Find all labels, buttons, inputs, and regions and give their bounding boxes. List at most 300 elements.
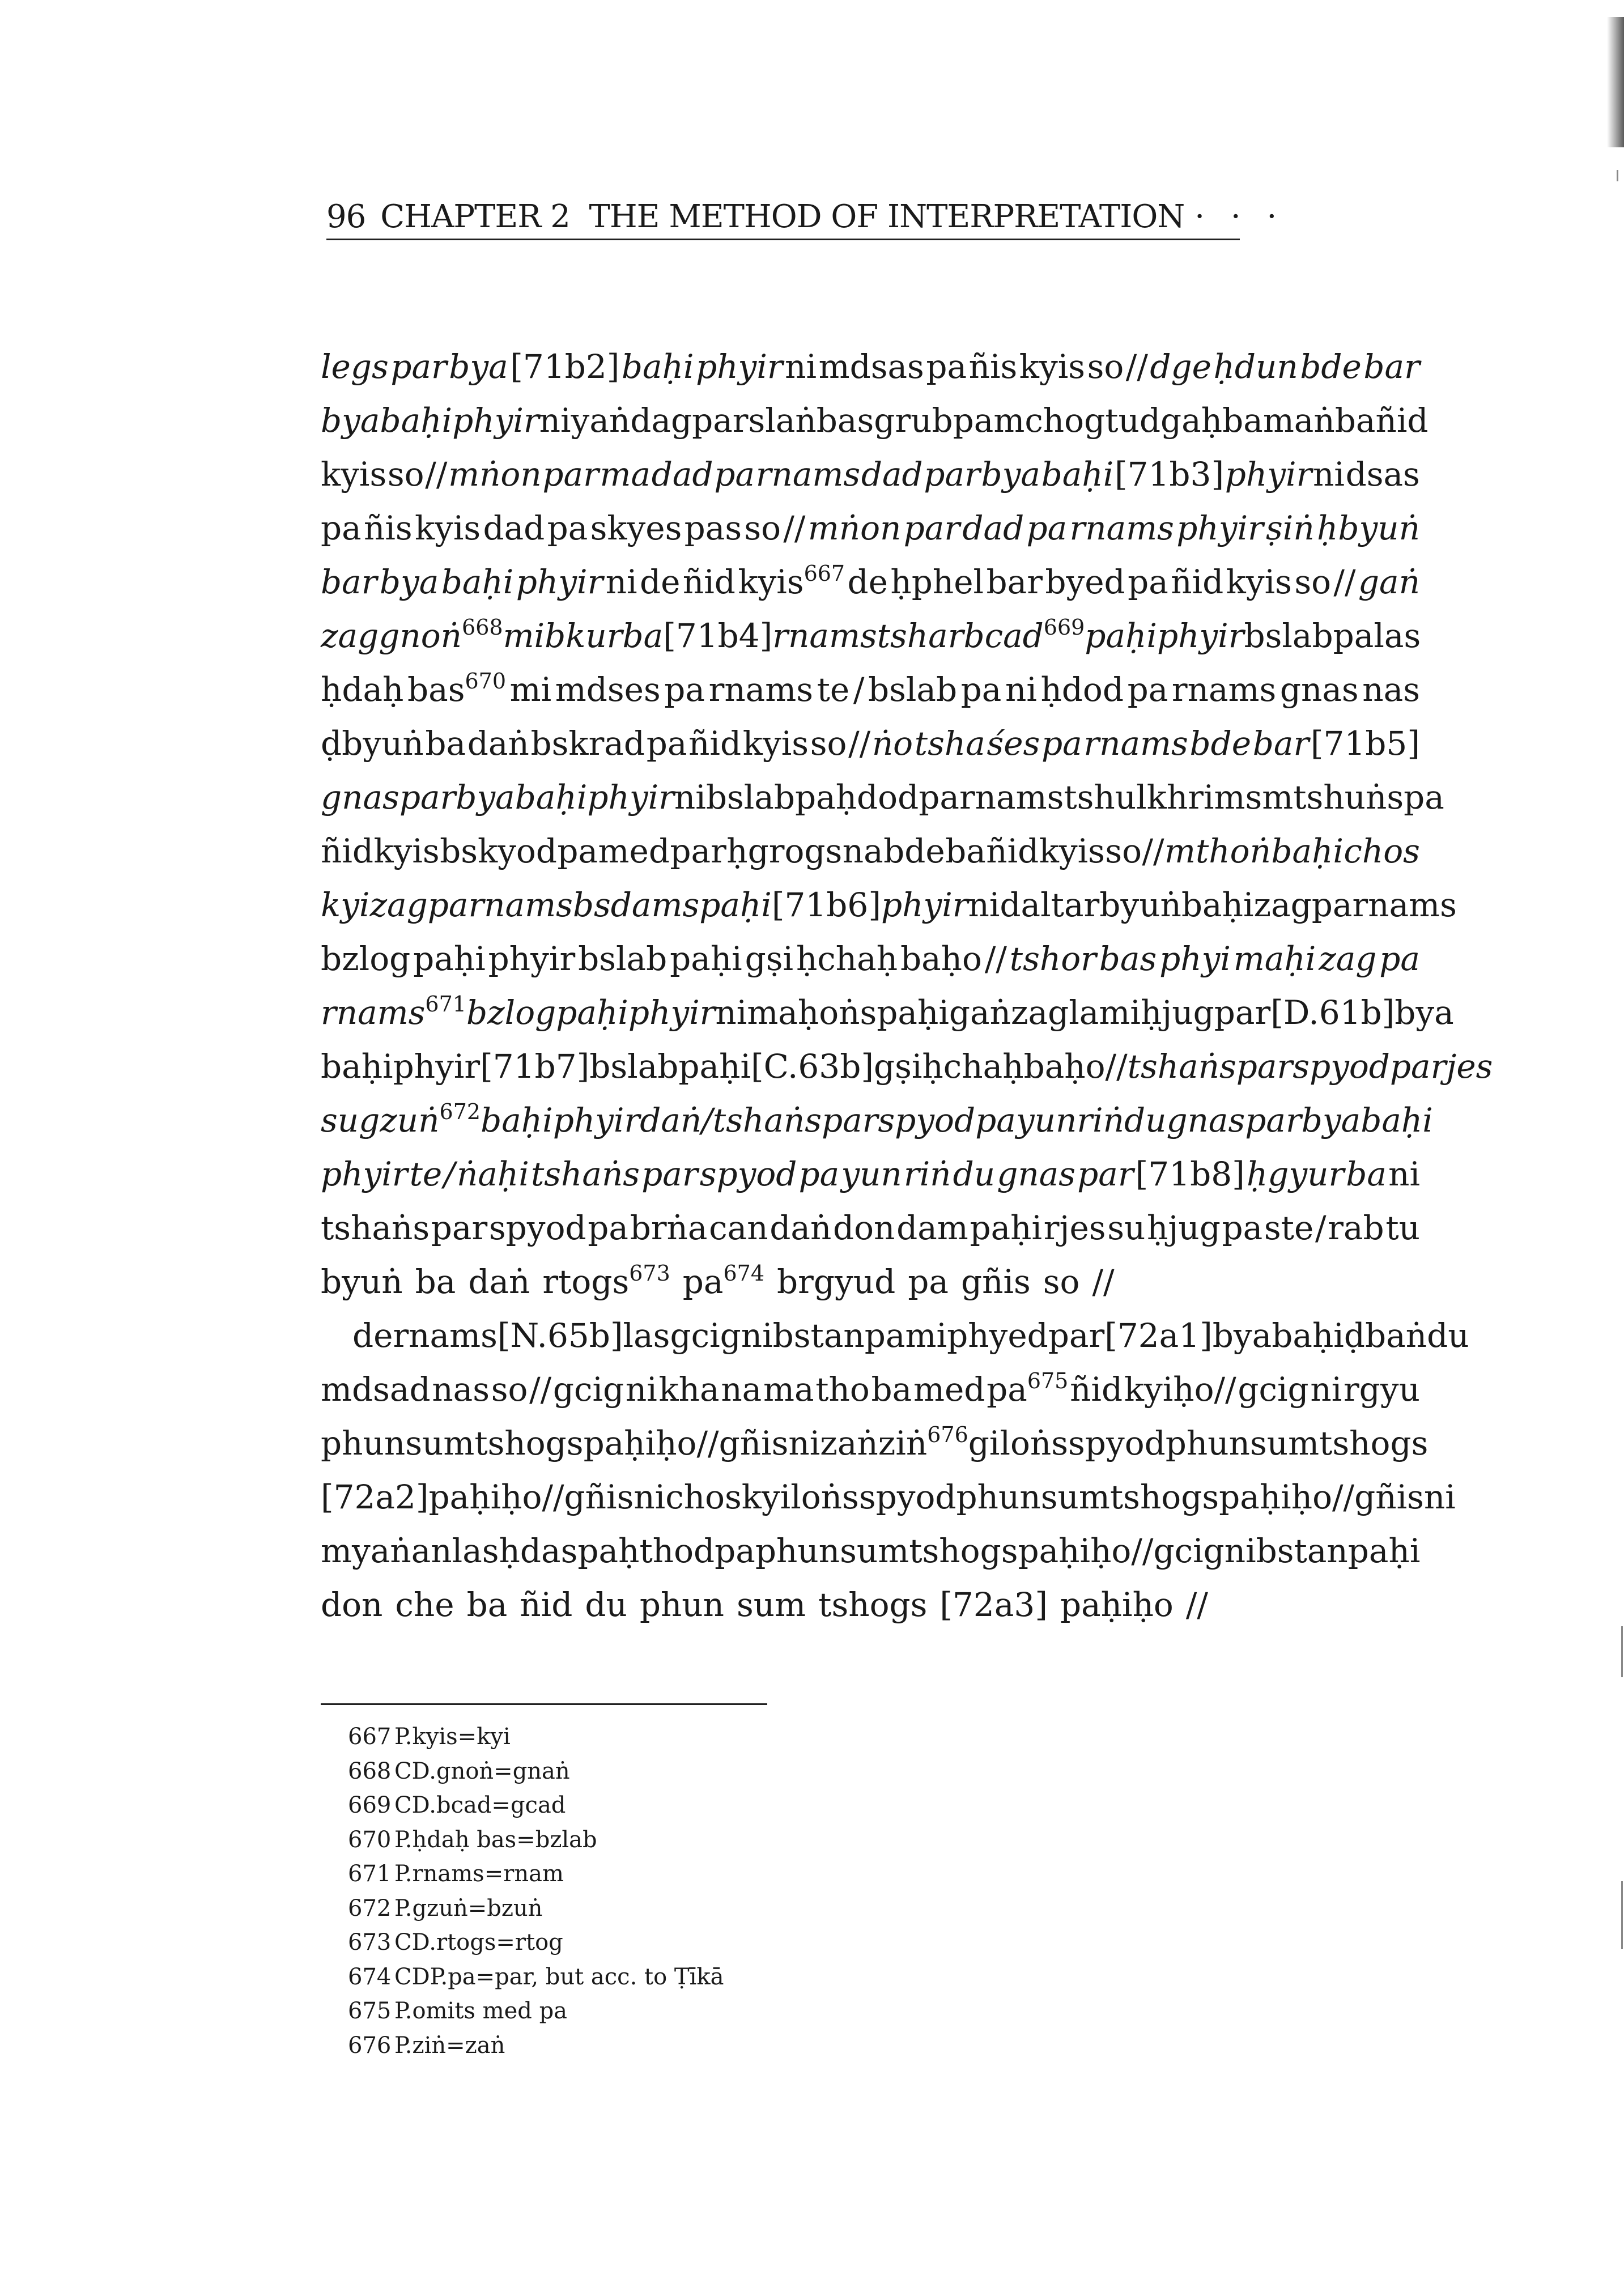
word: phyir xyxy=(881,886,968,924)
word: ñid xyxy=(986,832,1039,870)
footnote-number: 667 xyxy=(348,1724,392,1750)
word: par xyxy=(1245,1101,1302,1140)
word: spyod xyxy=(858,1478,956,1516)
text-line xyxy=(321,340,1420,394)
word: phyir xyxy=(516,563,603,601)
word: tshogs xyxy=(818,1585,928,1624)
word: du xyxy=(585,1585,627,1624)
word: zag xyxy=(1319,939,1377,978)
footnote xyxy=(348,1994,724,2029)
word: mi xyxy=(905,1316,947,1355)
word: rnams xyxy=(393,1316,498,1355)
word: zag xyxy=(321,616,379,655)
word: so xyxy=(387,455,424,494)
word: ḥjug xyxy=(1147,1209,1221,1247)
word: // xyxy=(783,509,806,547)
text-line xyxy=(321,1524,1420,1578)
text-line xyxy=(321,663,1420,717)
word: bya xyxy=(1395,993,1454,1032)
word: dad xyxy=(483,509,545,547)
word: sgrub xyxy=(857,401,953,440)
word: ḥdod xyxy=(1040,670,1124,709)
scan-edge-speck xyxy=(1617,170,1618,181)
word: ni xyxy=(1005,670,1037,709)
word: ḥdaḥ xyxy=(321,670,404,709)
word: mi xyxy=(1099,993,1141,1032)
word: pa xyxy=(798,1155,840,1193)
word: su xyxy=(1107,1209,1146,1247)
word: ḍbaṅ xyxy=(1344,1316,1427,1355)
word: bya xyxy=(456,778,515,817)
footnote-number: 676 xyxy=(348,2032,392,2059)
word: rnams xyxy=(1171,670,1277,709)
word: ba xyxy=(871,1370,912,1409)
word: paḥi xyxy=(699,886,772,924)
word: bar xyxy=(986,563,1043,601)
word: ñid xyxy=(520,1585,573,1624)
footnote-number: 673 xyxy=(348,1929,392,1955)
word: ñis xyxy=(968,347,1018,386)
word: // xyxy=(1125,347,1148,386)
word: de xyxy=(640,563,681,601)
word: tshar xyxy=(877,616,964,655)
footnote xyxy=(348,1754,724,1789)
word: bya xyxy=(321,401,380,440)
word: rnams xyxy=(959,778,1064,817)
word: rab xyxy=(1328,1209,1384,1247)
word: da xyxy=(1000,886,1041,924)
text-line xyxy=(321,1094,1433,1147)
word: [72a1] xyxy=(1104,1316,1213,1355)
word: spyod xyxy=(699,1155,797,1193)
word: bskyod xyxy=(440,832,557,870)
word: ḥjug xyxy=(1140,993,1214,1032)
word: kyis xyxy=(1019,347,1086,386)
word: gṣi xyxy=(873,1047,922,1086)
word: kyi xyxy=(741,1478,791,1516)
word: mtshuṅs xyxy=(1262,778,1404,817)
word: rnams xyxy=(755,455,861,494)
body-text xyxy=(321,340,1493,1632)
word: na xyxy=(721,1370,762,1409)
word: du xyxy=(1427,1316,1469,1355)
text-line xyxy=(321,1417,1429,1470)
word: bslab xyxy=(868,670,958,709)
word: paḥi xyxy=(1085,616,1157,655)
word: sum xyxy=(840,1532,909,1570)
word: // xyxy=(848,724,871,763)
running-head xyxy=(326,198,1285,240)
word: gnas xyxy=(1279,670,1359,709)
word: dam xyxy=(896,1209,968,1247)
text-line xyxy=(321,1309,1469,1363)
word: gcig xyxy=(670,1316,741,1355)
word: pa xyxy=(715,1532,755,1570)
word: so xyxy=(1043,1262,1080,1301)
word: ñis xyxy=(364,509,413,547)
footnote xyxy=(348,1960,724,1995)
word: legs xyxy=(321,347,389,386)
word: spyod xyxy=(1293,1047,1390,1086)
word: paḥi xyxy=(556,993,628,1032)
text-line xyxy=(321,771,1444,824)
word: mchog xyxy=(993,401,1106,440)
word: la xyxy=(1069,993,1099,1032)
word: ḥchaḥ xyxy=(796,939,898,978)
word: ste xyxy=(1264,1209,1314,1247)
word: ṅan xyxy=(390,1532,452,1570)
word: dad xyxy=(861,455,923,494)
footnote xyxy=(348,1857,724,1891)
text-line xyxy=(321,717,1420,771)
text-line xyxy=(321,932,1420,986)
word: par xyxy=(1214,993,1271,1032)
word: tshaṅs xyxy=(321,1209,430,1247)
word: bar xyxy=(1252,724,1310,763)
word: par xyxy=(821,1101,878,1140)
word: baḥi xyxy=(1041,455,1114,494)
word: kha xyxy=(658,1370,720,1409)
word: // xyxy=(1092,1262,1115,1301)
footnote-text: CDP.pa=par, but acc. to Ṭīkā xyxy=(394,1963,724,1990)
word: pa xyxy=(1026,509,1068,547)
word: skyes xyxy=(590,509,682,547)
word: paḥi xyxy=(413,939,486,978)
text-line xyxy=(321,986,1454,1040)
word: ni xyxy=(715,993,747,1032)
word: can xyxy=(709,1209,768,1247)
word: par xyxy=(542,455,599,494)
word: ḥdun xyxy=(1213,347,1298,386)
word: pa xyxy=(1222,1209,1263,1247)
footnote xyxy=(348,1720,724,1754)
word: kyi xyxy=(321,886,370,924)
word: [71b2] xyxy=(510,347,620,386)
footnote-number: 668 xyxy=(348,1758,392,1784)
word: ni xyxy=(674,778,706,817)
footnote xyxy=(348,2029,724,2063)
word: bas xyxy=(1099,939,1157,978)
footnote-text: CD.gnoṅ=gnaṅ xyxy=(394,1758,570,1784)
word: bya xyxy=(449,347,508,386)
word: bslab xyxy=(578,939,668,978)
word: phun xyxy=(321,1424,406,1462)
footnote-ref: 669 xyxy=(1043,615,1085,640)
word: yun xyxy=(841,1155,902,1193)
word: par xyxy=(390,347,447,386)
word: ni xyxy=(634,1478,666,1516)
word: gcig xyxy=(1238,1370,1309,1409)
word: pa xyxy=(1404,778,1444,817)
word: ltar xyxy=(1040,886,1100,924)
footnote-text: CD.rtogs=rtog xyxy=(394,1929,563,1955)
word: spyod xyxy=(878,1101,976,1140)
footnote-text: P.kyis=kyi xyxy=(394,1724,511,1750)
word: pa xyxy=(427,886,469,924)
word: [71b6] xyxy=(771,886,881,924)
word: phyir xyxy=(552,1101,640,1140)
word: [72a2] xyxy=(321,1478,429,1516)
word: ni xyxy=(1388,1155,1420,1193)
word: las xyxy=(452,1532,499,1570)
word: bkur xyxy=(545,616,623,655)
footnotes xyxy=(348,1720,724,2063)
word: ḥdod xyxy=(835,778,919,817)
footnote xyxy=(348,1925,724,1960)
word: so xyxy=(491,1370,528,1409)
word: yun xyxy=(1015,1101,1077,1140)
word: phyir xyxy=(1157,616,1244,655)
word: pa xyxy=(1333,616,1374,655)
word: pa xyxy=(1127,670,1168,709)
word: phun xyxy=(755,1532,840,1570)
footnote-text: P.rnams=rnam xyxy=(394,1861,564,1887)
word: kyis xyxy=(373,832,440,870)
word: daṅ xyxy=(640,1101,702,1140)
word: zaṅ xyxy=(820,1424,878,1462)
text-line xyxy=(321,555,1420,609)
word: ḥgrogs xyxy=(726,832,843,870)
word: gnas xyxy=(321,778,399,817)
word: kyis xyxy=(321,455,387,494)
word: pa xyxy=(1128,563,1168,601)
word: bzlog xyxy=(321,939,411,978)
word: dad xyxy=(962,509,1024,547)
word: dge xyxy=(1150,347,1211,386)
word: ma xyxy=(747,993,798,1032)
footnote-number: 669 xyxy=(348,1792,392,1818)
word: so xyxy=(810,724,847,763)
word: baḥi xyxy=(1361,1101,1433,1140)
word: $pa^{675}$ xyxy=(987,1368,1069,1409)
word: paḥiḥo xyxy=(583,1424,697,1462)
word: phyir xyxy=(488,939,576,978)
word: paḥi xyxy=(678,1047,751,1086)
word: gi xyxy=(968,1424,1000,1462)
word: riṅ xyxy=(1077,1101,1124,1140)
footnote-ref: 668 xyxy=(462,615,503,640)
word: // xyxy=(1185,1585,1208,1624)
text-line xyxy=(321,1470,1456,1524)
title-dots: · · · xyxy=(1194,198,1285,235)
word: ṣiṅ xyxy=(1266,509,1315,547)
word: dsas xyxy=(1345,455,1420,494)
word: sum xyxy=(1249,1424,1320,1462)
footnote-number: 674 xyxy=(348,1963,392,1990)
word: // xyxy=(1332,1478,1355,1516)
word: // xyxy=(1142,832,1164,870)
word: tshor xyxy=(1009,939,1096,978)
word: paḥiḥo xyxy=(1219,1478,1333,1516)
word: par xyxy=(1236,1047,1293,1086)
footnote-text: P.ziṅ=zaṅ xyxy=(394,2032,505,2059)
footnote-ref: 674 xyxy=(723,1261,765,1286)
word: phyir xyxy=(628,993,716,1032)
word: pa xyxy=(1041,724,1082,763)
word: na xyxy=(842,832,883,870)
word: ḥdas xyxy=(499,1532,578,1570)
word: // xyxy=(696,1424,719,1462)
word: pa xyxy=(646,724,687,763)
word: ñid xyxy=(1070,1370,1123,1409)
footnote xyxy=(348,1788,724,1823)
word: du xyxy=(1124,1101,1167,1140)
word: ba xyxy=(425,724,466,763)
word: par xyxy=(1048,1316,1105,1355)
footnote-rule xyxy=(321,1703,767,1705)
word: ni xyxy=(968,886,1000,924)
scan-edge-speck xyxy=(1621,1881,1623,1949)
word: don xyxy=(832,1209,895,1247)
word: mṅon xyxy=(807,509,902,547)
word: baḥi xyxy=(321,1047,393,1086)
word: bstan xyxy=(1256,1532,1348,1570)
word: // xyxy=(542,1478,564,1516)
word: brgyud xyxy=(777,1262,896,1301)
word: par xyxy=(641,1155,698,1193)
word: baḥo xyxy=(1023,1047,1106,1086)
word: byuṅ xyxy=(321,1262,403,1301)
word: ba xyxy=(415,1262,456,1301)
footnote-number: 675 xyxy=(348,1998,392,2024)
word: [C.63b] xyxy=(751,1047,874,1086)
word: paḥi xyxy=(970,1209,1043,1247)
word: tho xyxy=(815,1370,870,1409)
word: dad xyxy=(651,455,713,494)
word: pa xyxy=(953,401,994,440)
page-number: 96 xyxy=(326,198,366,235)
word: daṅ xyxy=(467,724,529,763)
word: ḥoṅs xyxy=(797,993,877,1032)
footnote-text: P.gzuṅ=bzuṅ xyxy=(394,1895,543,1921)
word: ni xyxy=(741,1316,773,1355)
word: paḥi xyxy=(877,993,949,1032)
word: gñis xyxy=(564,1478,634,1516)
word: ñid xyxy=(1375,401,1429,440)
word: kyis xyxy=(1039,832,1105,870)
word: tsha xyxy=(914,724,985,763)
word: don xyxy=(321,1585,383,1624)
text-line xyxy=(321,1040,1493,1094)
word: $pa^{674}$ xyxy=(682,1261,765,1301)
word: daṅ xyxy=(468,1262,530,1301)
text-line xyxy=(321,878,1457,932)
word: brṅa xyxy=(630,1209,708,1247)
word: gcig xyxy=(552,1370,624,1409)
word: [71b3] xyxy=(1114,455,1225,494)
word: phyir xyxy=(452,401,539,440)
word: dgaḥ xyxy=(1139,401,1223,440)
word: ni xyxy=(788,1424,820,1462)
word: pa xyxy=(577,1532,619,1570)
word: ñid xyxy=(321,832,374,870)
word: bya xyxy=(981,455,1040,494)
word: [71b5] xyxy=(1310,724,1420,763)
word: phyir xyxy=(1225,455,1312,494)
word: / xyxy=(444,1155,455,1193)
word: phun xyxy=(639,1585,725,1624)
footnote-number: 670 xyxy=(348,1826,392,1853)
footnote-ref: 672 xyxy=(439,1099,481,1124)
text-line xyxy=(321,609,1420,663)
word: spyod xyxy=(488,1209,586,1247)
word: / xyxy=(853,670,865,709)
word: rgyu xyxy=(1343,1370,1420,1409)
word: rnams xyxy=(772,616,877,655)
word: kyiḥo// xyxy=(1124,1370,1236,1409)
word: slaṅ xyxy=(748,401,817,440)
word: ba xyxy=(1222,401,1263,440)
word: baḥo xyxy=(900,939,982,978)
word: rnams$^{671}$ xyxy=(321,992,466,1032)
word: pas xyxy=(684,509,742,547)
word: ni xyxy=(539,401,571,440)
word: bcad$^{669}$ xyxy=(963,615,1085,655)
word: spyod xyxy=(1068,1424,1166,1462)
word: dag xyxy=(630,401,692,440)
word: bskrad xyxy=(530,724,645,763)
word: ñid xyxy=(1171,563,1224,601)
word: // xyxy=(425,455,448,494)
word: // xyxy=(1105,1047,1128,1086)
word: pa xyxy=(547,509,588,547)
footnote-text: P.omits med pa xyxy=(394,1998,568,2024)
text-line xyxy=(321,1147,1420,1201)
text-line xyxy=(321,394,1429,448)
text-line xyxy=(321,501,1420,555)
word: maṅ xyxy=(1262,401,1335,440)
word: ñid xyxy=(688,724,742,763)
word: ḥbyuṅ xyxy=(1316,509,1420,547)
text-line xyxy=(321,1255,1420,1309)
word: gzuṅ$^{672}$ xyxy=(359,1099,481,1140)
scan-edge-speck xyxy=(1621,1626,1623,1677)
footnote-ref: 675 xyxy=(1027,1368,1069,1393)
word: mya xyxy=(321,1532,390,1570)
word: paḥi xyxy=(670,939,742,978)
word: rnams xyxy=(1083,724,1188,763)
word: de xyxy=(847,563,888,601)
word: ba xyxy=(622,616,664,655)
word: chos xyxy=(1344,832,1420,870)
word: gcig xyxy=(1153,1532,1225,1570)
word: mdsas xyxy=(818,347,924,386)
word: yaṅ xyxy=(571,401,631,440)
word: pa xyxy=(1379,939,1420,978)
word: kyis$^{667}$ xyxy=(738,561,845,601)
word: kyis xyxy=(414,509,481,547)
chapter-title: CHAPTER 2 THE METHOD OF INTERPRETATION xyxy=(380,198,1185,235)
word: so xyxy=(1105,832,1142,870)
word: ñid xyxy=(682,563,736,601)
word: / xyxy=(1315,1209,1327,1247)
word: par xyxy=(903,509,960,547)
word: [N.65b] xyxy=(497,1316,623,1355)
word: byuṅ xyxy=(1099,886,1181,924)
word: pa xyxy=(321,509,362,547)
word: pa xyxy=(960,670,1002,709)
word: bstan xyxy=(772,1316,865,1355)
word: zag xyxy=(1010,993,1069,1032)
word: par xyxy=(692,401,749,440)
word: che xyxy=(395,1585,454,1624)
word: loṅs xyxy=(790,1478,859,1516)
word: gñis xyxy=(719,1424,789,1462)
word: mdses xyxy=(555,670,661,709)
word: bar xyxy=(1363,347,1420,386)
word: zag xyxy=(1253,886,1312,924)
word: zag xyxy=(369,886,428,924)
